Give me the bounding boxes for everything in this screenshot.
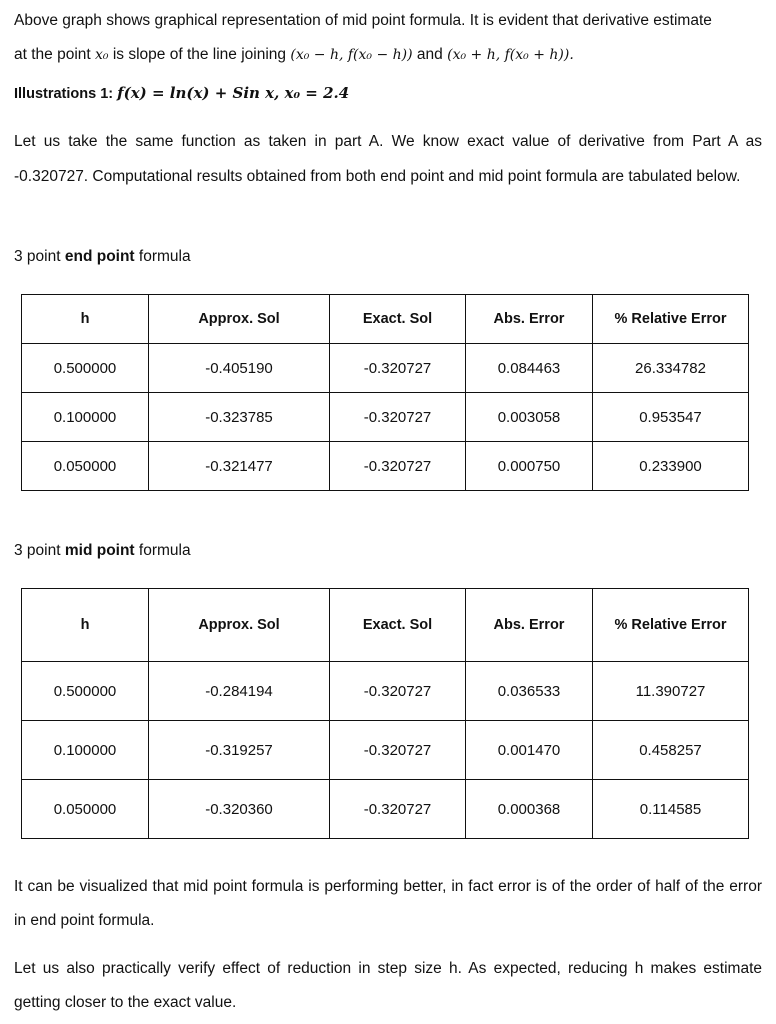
- table-header-row: [22, 295, 749, 344]
- header-approx: Approx. Sol: [149, 295, 330, 344]
- header-rel-error: % Relative Error: [593, 589, 749, 662]
- cell-h: 0.100000: [22, 721, 149, 780]
- cell-abs-error: 0.001470: [466, 721, 593, 780]
- mid-point-table: [21, 588, 749, 839]
- table-row: [22, 662, 749, 721]
- cell-approx: -0.405190: [149, 344, 330, 393]
- header-approx: Approx. Sol: [149, 589, 330, 662]
- cell-rel-error: 0.953547: [593, 393, 749, 442]
- intro-line-1: Above graph shows graphical representation of mid point formula. It is evident that derivative estimate: [14, 12, 712, 29]
- table-row: [22, 393, 749, 442]
- cell-abs-error: 0.000750: [466, 442, 593, 491]
- cell-abs-error: 0.036533: [466, 662, 593, 721]
- cell-exact: -0.320727: [330, 344, 466, 393]
- cell-abs-error: 0.003058: [466, 393, 593, 442]
- cell-h: 0.050000: [22, 442, 149, 491]
- intro-line-2-mid: is slope of the line joining: [112, 46, 287, 63]
- cell-rel-error: 0.458257: [593, 721, 749, 780]
- step-size-paragraph: Let us also practically verify effect of reduction in step size h. As expected, reducing h makes estimate getting closer to the exact value.: [14, 960, 762, 1011]
- header-h: h: [22, 589, 149, 662]
- cell-rel-error: 0.114585: [593, 780, 749, 839]
- cell-exact: -0.320727: [330, 442, 466, 491]
- header-exact: Exact. Sol: [330, 589, 466, 662]
- illustration-formula: f(x) = ln(x) + Sin x, x₀ = 2.4: [117, 84, 350, 102]
- header-h: h: [22, 295, 149, 344]
- cell-h: 0.100000: [22, 393, 149, 442]
- table-row: [22, 442, 749, 491]
- cell-h: 0.500000: [22, 662, 149, 721]
- intro-and: and: [416, 46, 443, 63]
- header-exact: Exact. Sol: [330, 295, 466, 344]
- intro-line-2-prefix: at the point: [14, 46, 91, 63]
- intro-point-1: (x₀ − h, f(x₀ − h)): [290, 47, 413, 63]
- header-abs-error: Abs. Error: [466, 295, 593, 344]
- cell-approx: -0.323785: [149, 393, 330, 442]
- end-point-caption: 3 point end point formula: [14, 248, 191, 265]
- cell-abs-error: 0.000368: [466, 780, 593, 839]
- cell-exact: -0.320727: [330, 393, 466, 442]
- illustration-label: Illustrations 1:: [14, 86, 114, 102]
- cell-rel-error: 26.334782: [593, 344, 749, 393]
- illustration-heading: [14, 84, 762, 102]
- cell-exact: -0.320727: [330, 662, 466, 721]
- cell-rel-error: 0.233900: [593, 442, 749, 491]
- intro-point-2: (x₀ + h, f(x₀ + h)).: [447, 47, 574, 63]
- intro-paragraph: [14, 4, 762, 72]
- table-row: [22, 344, 749, 393]
- cell-approx: -0.320360: [149, 780, 330, 839]
- cell-approx: -0.284194: [149, 662, 330, 721]
- end-point-table: [21, 294, 749, 491]
- cell-approx: -0.321477: [149, 442, 330, 491]
- mid-point-caption: 3 point mid point formula: [14, 542, 191, 559]
- header-abs-error: Abs. Error: [466, 589, 593, 662]
- cell-exact: -0.320727: [330, 721, 466, 780]
- conclusion-paragraph: It can be visualized that mid point formula is performing better, in fact error is of the order of half of the error in end point formula.: [14, 878, 762, 929]
- table-row: [22, 780, 749, 839]
- cell-exact: -0.320727: [330, 780, 466, 839]
- header-rel-error: % Relative Error: [593, 295, 749, 344]
- cell-abs-error: 0.084463: [466, 344, 593, 393]
- cell-rel-error: 11.390727: [593, 662, 749, 721]
- context-paragraph: Let us take the same function as taken in part A. We know exact value of derivative from Part A as -0.320727. Computational results obtained from both end point and mid point formula are tabulated below.: [14, 133, 762, 185]
- intro-x0: x₀: [95, 47, 109, 63]
- cell-h: 0.050000: [22, 780, 149, 839]
- cell-h: 0.500000: [22, 344, 149, 393]
- table-row: [22, 721, 749, 780]
- cell-approx: -0.319257: [149, 721, 330, 780]
- table-header-row: [22, 589, 749, 662]
